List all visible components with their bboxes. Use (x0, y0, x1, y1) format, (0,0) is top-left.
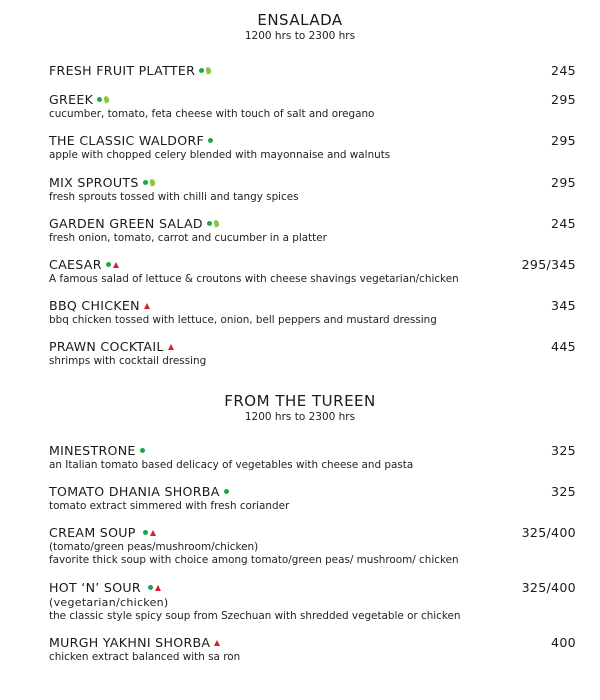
item-price: 325 (551, 484, 576, 499)
menu-item-greek (49, 92, 576, 120)
veg-dot-icon (140, 448, 145, 453)
veg-dot-icon (208, 138, 213, 143)
section-title-from-the-tureen: FROM THE TUREEN (224, 392, 376, 410)
item-description-secondary: favorite thick soup with choice among tomato/green peas/ mushroom/ chicken (49, 554, 459, 566)
item-name: THE CLASSIC WALDORF (49, 133, 205, 148)
item-name: TOMATO DHANIA SHORBA (49, 484, 220, 499)
nonveg-triangle-icon (113, 262, 119, 268)
vegan-leaf-icon (205, 66, 212, 74)
item-description: bbq chicken tossed with lettuce, onion, bell peppers and mustard dressing (49, 314, 437, 326)
veg-dot-icon (143, 530, 148, 535)
nonveg-triangle-icon (168, 344, 174, 350)
item-price: 295/345 (521, 257, 576, 272)
vegan-leaf-icon (213, 219, 220, 227)
item-price: 345 (551, 298, 576, 313)
item-description: apple with chopped celery blended with mayonnaise and walnuts (49, 149, 391, 161)
nonveg-triangle-icon (214, 640, 220, 646)
item-price: 325/400 (521, 525, 576, 540)
menu-item-mix-sprouts (49, 175, 576, 203)
section-title-ensalada: ENSALADA (257, 11, 343, 29)
menu-item-prawn-cocktail (49, 339, 576, 367)
item-name: MINESTRONE (49, 443, 136, 458)
item-price: 245 (551, 216, 576, 231)
section-hours-from-the-tureen: 1200 hrs to 2300 hrs (244, 411, 356, 423)
item-description: fresh onion, tomato, carrot and cucumber in a platter (49, 232, 327, 244)
menu-item-hot-n-sour (49, 580, 576, 622)
item-price: 295 (551, 175, 576, 190)
item-name: CAESAR (49, 257, 102, 272)
item-description: chicken extract balanced with sa ron (49, 651, 241, 663)
item-name: MURGH YAKHNI SHORBA (49, 635, 211, 650)
item-name: PRAWN COCKTAIL (49, 339, 164, 354)
item-description: (tomato/green peas/mushroom/chicken) (49, 541, 259, 553)
veg-dot-icon (207, 221, 212, 226)
item-name: GARDEN GREEN SALAD (49, 216, 203, 231)
item-price: 295 (551, 92, 576, 107)
vegan-leaf-icon (103, 95, 110, 103)
item-description: an Italian tomato based delicacy of vegetables with cheese and pasta (49, 459, 414, 471)
menu-item-classic-waldorf (49, 133, 576, 161)
menu-item-garden-green-salad (49, 216, 576, 244)
veg-dot-icon (143, 180, 148, 185)
item-price: 245 (551, 63, 576, 78)
item-name: HOT ‘N’ SOUR (49, 580, 141, 595)
menu-item-cream-soup (49, 525, 576, 566)
section-hours-ensalada: 1200 hrs to 2300 hrs (244, 30, 356, 42)
item-description: the classic style spicy soup from Szechuan with shredded vegetable or chicken (49, 610, 461, 622)
menu-item-tomato-dhania-shorba (49, 484, 576, 512)
item-price: 325/400 (521, 580, 576, 595)
menu-item-bbq-chicken (49, 298, 576, 326)
item-description: tomato extract simmered with fresh coriander (49, 500, 290, 512)
menu-item-fresh-fruit-platter (49, 63, 576, 78)
menu-item-murgh-yakhni-shorba (49, 635, 576, 663)
nonveg-triangle-icon (144, 303, 150, 309)
veg-dot-icon (97, 97, 102, 102)
item-price: 325 (551, 443, 576, 458)
item-name: MIX SPROUTS (49, 175, 139, 190)
nonveg-triangle-icon (150, 530, 156, 536)
item-price: 445 (551, 339, 576, 354)
item-description: shrimps with cocktail dressing (49, 355, 207, 367)
item-description: fresh sprouts tossed with chilli and tangy spices (49, 191, 299, 203)
veg-dot-icon (199, 68, 204, 73)
item-subtitle: (vegetarian/chicken) (49, 596, 169, 609)
menu-item-minestrone (49, 443, 576, 471)
item-name: FRESH FRUIT PLATTER (49, 63, 196, 78)
item-name: CREAM SOUP (49, 525, 136, 540)
menu-item-caesar (49, 257, 576, 285)
nonveg-triangle-icon (155, 585, 161, 591)
vegan-leaf-icon (149, 178, 156, 186)
item-name: GREEK (49, 92, 94, 107)
item-price: 295 (551, 133, 576, 148)
item-description: cucumber, tomato, feta cheese with touch of salt and oregano (49, 108, 375, 120)
item-price: 400 (551, 635, 576, 650)
veg-dot-icon (224, 489, 229, 494)
veg-dot-icon (148, 585, 153, 590)
item-name: BBQ CHICKEN (49, 298, 140, 313)
veg-dot-icon (106, 262, 111, 267)
item-description: A famous salad of lettuce & croutons with cheese shavings vegetarian/chicken (49, 273, 459, 285)
